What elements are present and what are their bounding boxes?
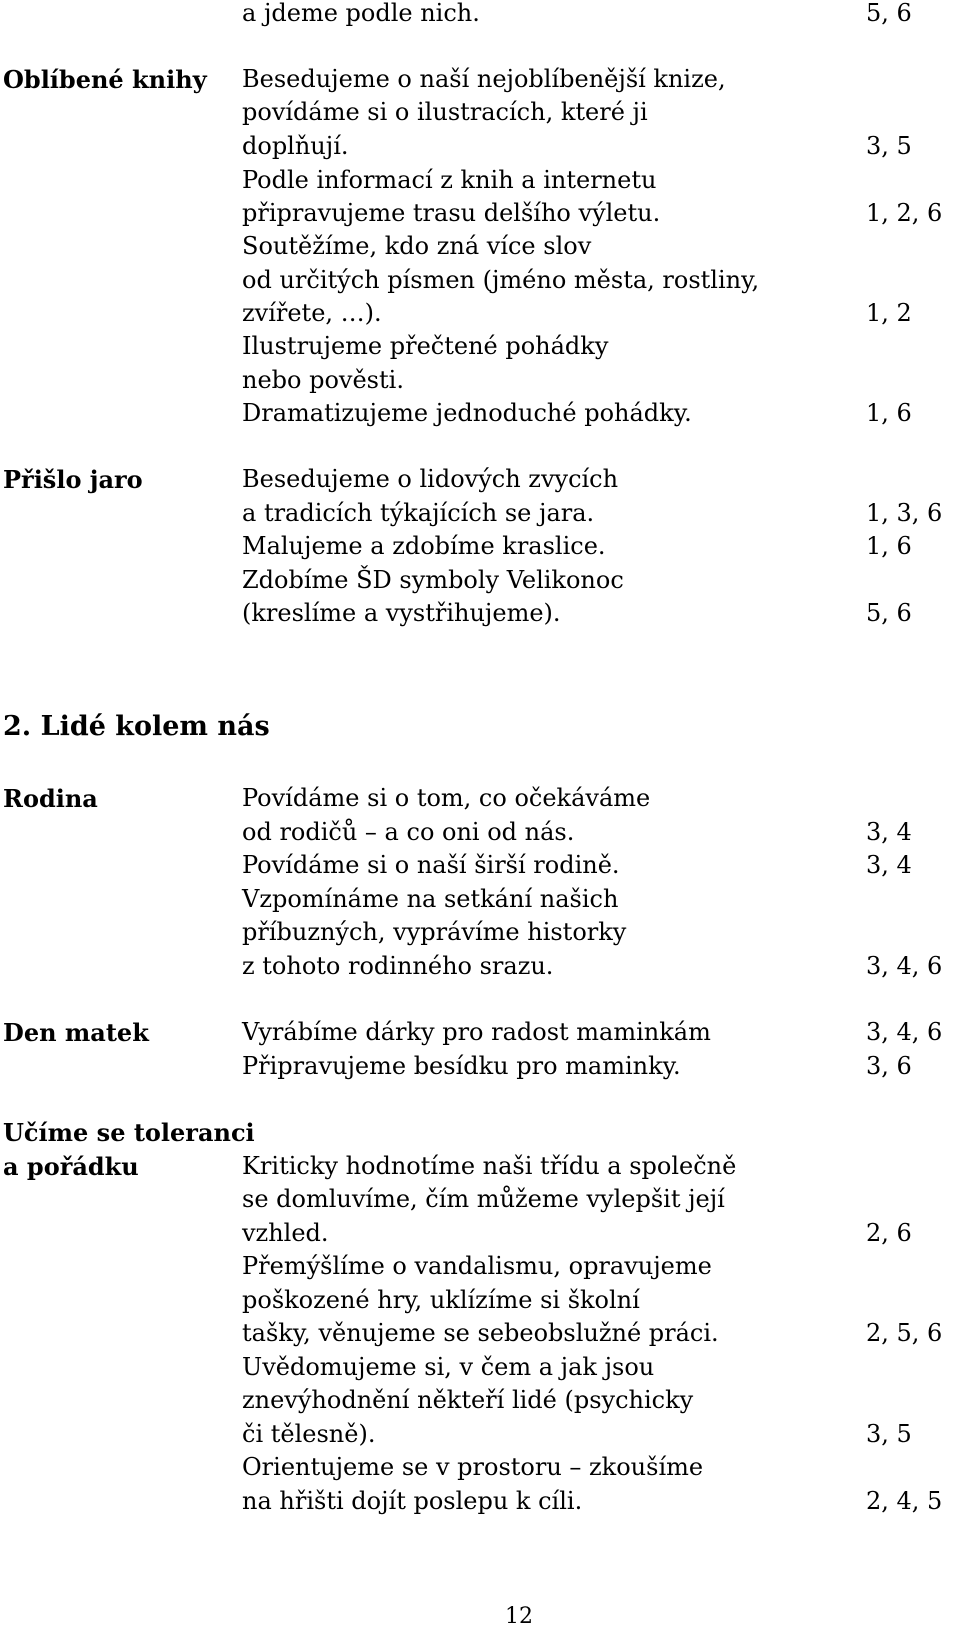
reference-numbers: 1, 2 xyxy=(866,299,912,327)
reference-numbers: 3, 5 xyxy=(866,1420,912,1448)
text-line: Orientujeme se v prostoru – zkoušíme xyxy=(242,1453,704,1481)
text-line: Podle informací z knih a internetu xyxy=(242,166,657,194)
reference-numbers: 3, 5 xyxy=(866,132,912,160)
text-line: tašky, věnujeme se sebeobslužné práci. xyxy=(242,1319,719,1347)
reference-numbers: 1, 6 xyxy=(866,399,912,427)
text-line: Kriticky hodnotíme naši třídu a společně xyxy=(242,1152,737,1180)
reference-numbers: 2, 6 xyxy=(866,1219,912,1247)
text-line: doplňují. xyxy=(242,132,349,160)
text-line: Vzpomínáme na setkání našich xyxy=(242,885,619,913)
text-line: Dramatizujeme jednoduché pohádky. xyxy=(242,399,692,427)
text-line: poškozené hry, uklízíme si školní xyxy=(242,1286,640,1314)
reference-numbers: 3, 4 xyxy=(866,851,912,879)
topic-label: Oblíbené knihy xyxy=(3,65,207,94)
topic-label: Učíme se toleranci xyxy=(3,1118,255,1147)
text-line: z tohoto rodinného srazu. xyxy=(242,952,554,980)
text-line: Besedujeme o lidových zvycích xyxy=(242,465,619,493)
reference-numbers: 3, 4, 6 xyxy=(866,952,943,980)
text-line: připravujeme trasu delšího výletu. xyxy=(242,199,661,227)
text-line: Připravujeme besídku pro maminky. xyxy=(242,1052,681,1080)
text-line: nebo pověsti. xyxy=(242,366,404,394)
topic-label: a pořádku xyxy=(3,1152,139,1181)
text-line: Besedujeme o naší nejoblíbenější knize, xyxy=(242,65,726,93)
reference-numbers: 2, 4, 5 xyxy=(866,1487,943,1515)
text-line: Malujeme a zdobíme kraslice. xyxy=(242,532,606,560)
page-number: 12 xyxy=(505,1604,533,1629)
text-line: a tradicích týkajících se jara. xyxy=(242,499,595,527)
section-heading: 2. Lidé kolem nás xyxy=(3,711,270,742)
text-line: či tělesně). xyxy=(242,1420,376,1448)
topic-label: Přišlo jaro xyxy=(3,465,143,494)
text-line: vzhled. xyxy=(242,1219,329,1247)
reference-numbers: 1, 2, 6 xyxy=(866,199,943,227)
text-line: Povídáme si o naší širší rodině. xyxy=(242,851,620,879)
text-line: povídáme si o ilustracích, které ji xyxy=(242,98,648,126)
reference-numbers: 3, 4, 6 xyxy=(866,1018,943,1046)
reference-numbers: 1, 6 xyxy=(866,532,912,560)
text-line: se domluvíme, čím můžeme vylepšit její xyxy=(242,1185,725,1213)
reference-numbers: 5, 6 xyxy=(866,0,912,27)
topic-label: Den matek xyxy=(3,1018,149,1047)
text-line: Uvědomujeme si, v čem a jak jsou xyxy=(242,1353,655,1381)
reference-numbers: 3, 6 xyxy=(866,1052,912,1080)
text-line: znevýhodnění někteří lidé (psychicky xyxy=(242,1386,694,1414)
text-line: zvířete, …). xyxy=(242,299,382,327)
text-line: Povídáme si o tom, co očekáváme xyxy=(242,784,651,812)
text-line: na hřišti dojít poslepu k cíli. xyxy=(242,1487,583,1515)
reference-numbers: 5, 6 xyxy=(866,599,912,627)
text-line: od rodičů – a co oni od nás. xyxy=(242,818,575,846)
text-line: Vyrábíme dárky pro radost maminkám xyxy=(242,1018,711,1046)
text-line: příbuzných, vyprávíme historky xyxy=(242,918,627,946)
reference-numbers: 3, 4 xyxy=(866,818,912,846)
text-line: Zdobíme ŠD symboly Velikonoc xyxy=(242,566,624,594)
topic-label: Rodina xyxy=(3,784,98,813)
reference-numbers: 1, 3, 6 xyxy=(866,499,943,527)
text-line: Ilustrujeme přečtené pohádky xyxy=(242,332,609,360)
text-line: Soutěžíme, kdo zná více slov xyxy=(242,232,592,260)
text-line: (kreslíme a vystřihujeme). xyxy=(242,599,561,627)
text-line: a jdeme podle nich. xyxy=(242,0,480,27)
reference-numbers: 2, 5, 6 xyxy=(866,1319,943,1347)
text-line: Přemýšlíme o vandalismu, opravujeme xyxy=(242,1252,712,1280)
text-line: od určitých písmen (jméno města, rostliny, xyxy=(242,266,760,294)
